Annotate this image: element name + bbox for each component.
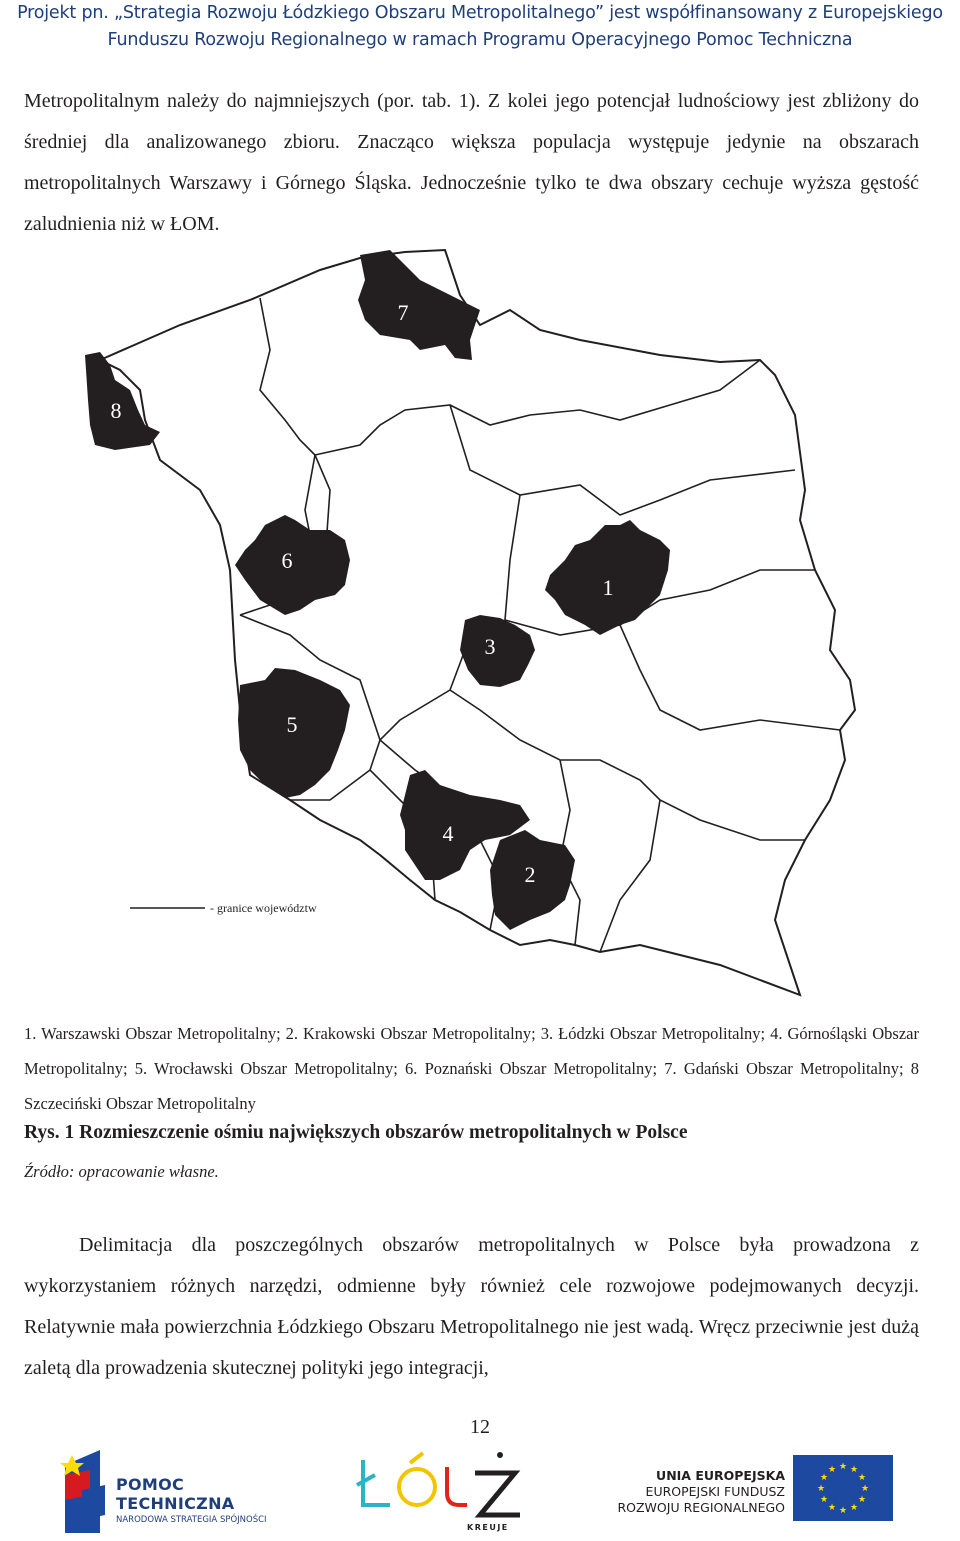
- svg-text:★: ★: [857, 1495, 867, 1505]
- metropolitan-areas: [85, 250, 670, 930]
- svg-text:★: ★: [816, 1484, 826, 1494]
- figure-source: Źródło: opracowanie własne.: [24, 1162, 219, 1181]
- svg-text:★: ★: [838, 1506, 848, 1516]
- nss-emblem-icon: [60, 1445, 110, 1533]
- pt-subtitle: NARODOWA STRATEGIA SPÓJNOŚCI: [116, 1515, 267, 1525]
- paragraph-text: Delimitacja dla poszczególnych obszarów metropolitalnych w Polsce była prowadzona z wykorzystaniem różnych narzędzi, odmienne były również cele rozwojowe podejmowanych decyzji. Relatywnie mała powierzchnia Łódzkiego Obszaru Metropolitalnego nie jest wadą. Wręcz przeciwnie jest dużą zaletą dla prowadzenia skutecznej polityki jego integracji,: [24, 1234, 919, 1379]
- pt-title: POMOC TECHNICZNA: [116, 1475, 235, 1513]
- page-number: 12: [470, 1416, 490, 1438]
- body-paragraph-1: [24, 81, 919, 245]
- map-label-7: 7: [397, 300, 409, 325]
- lodz-kreuje-logo: [355, 1445, 525, 1537]
- svg-text:★: ★: [819, 1495, 829, 1505]
- ue-line-2: EUROPEJSKI FUNDUSZ: [645, 1484, 785, 1499]
- svg-text:★: ★: [827, 1465, 837, 1475]
- svg-text:★: ★: [838, 1462, 848, 1472]
- pomoc-techniczna-logo: [60, 1445, 290, 1535]
- svg-text:★: ★: [849, 1465, 859, 1475]
- map-legend: 1. Warszawski Obszar Metropolitalny; 2. Krakowski Obszar Metropolitalny; 3. Łódzki Obszar Metropolitalny; 4. Górnośląski Obszar Metropolitalny; 5. Wrocławski Obszar Metropolitalny; 6. Poznański Obszar Metropolitalny; 7. Gdański Obszar Metropolitalny; 8 Szczeciński Obszar Metropolitalny: [24, 1024, 919, 1113]
- eu-flag-icon: [793, 1455, 893, 1521]
- poland-map: [60, 240, 920, 1010]
- svg-text:★: ★: [857, 1473, 867, 1483]
- paragraph-text: Metropolitalnym należy do najmniejszych (por. tab. 1). Z kolei jego potencjał ludnościowy jest zbliżony do średniej dla analizowanego zbioru. Znacząco większa populacja występuje jedynie na obszarach metropolitalnych Warszawy i Górnego Śląska. Jednocześnie tylko te dwa obszary cechuje wyższa gęstość zaludnienia niż w ŁOM.: [24, 90, 919, 235]
- svg-text:★: ★: [819, 1473, 829, 1483]
- map-label-3: 3: [484, 634, 496, 659]
- lodz-caption: KREUJE: [467, 1523, 509, 1532]
- lodz-wordmark-icon: [355, 1445, 525, 1523]
- footer-logos: [0, 1440, 960, 1540]
- ue-line-3: ROZWOJU REGIONALNEGO: [617, 1500, 785, 1515]
- map-label-5: 5: [286, 712, 298, 737]
- figure-caption: Rys. 1 Rozmieszczenie ośmiu największych obszarów metropolitalnych w Polsce: [24, 1122, 688, 1143]
- svg-text:★: ★: [849, 1503, 859, 1513]
- region-6: [235, 515, 350, 615]
- ue-line-1: UNIA EUROPEJSKA: [656, 1468, 785, 1483]
- map-label-4: 4: [442, 821, 454, 846]
- map-label-8: 8: [110, 398, 122, 423]
- svg-text:★: ★: [860, 1484, 870, 1494]
- svg-text:★: ★: [827, 1503, 837, 1513]
- header-line-2: Funduszu Rozwoju Regionalnego w ramach Programu Operacyjnego Pomoc Techniczna: [107, 30, 853, 50]
- map-label-1: 1: [602, 575, 614, 600]
- map-label-6: 6: [281, 548, 293, 573]
- legend-line-label: - granice województw: [210, 901, 317, 915]
- region-7: [358, 250, 480, 360]
- page-header: [0, 0, 960, 54]
- header-line-1: Projekt pn. „Strategia Rozwoju Łódzkiego Obszaru Metropolitalnego” jest współfinansowany z Europejskiego: [17, 3, 943, 23]
- eu-logo: [615, 1455, 905, 1535]
- region-8: [85, 352, 160, 450]
- map-label-2: 2: [524, 862, 536, 887]
- body-paragraph-2: [24, 1225, 919, 1389]
